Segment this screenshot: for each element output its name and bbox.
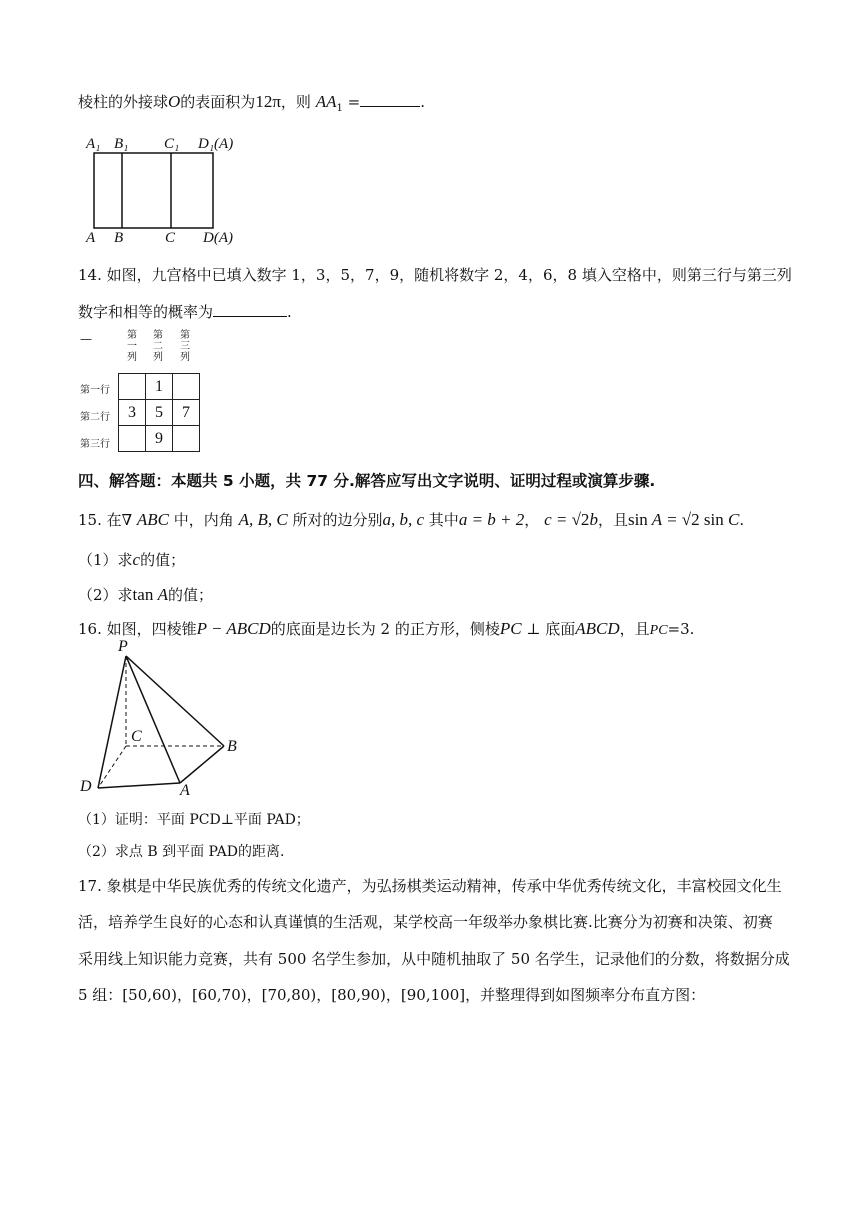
label-B: B — [227, 738, 237, 755]
q16-part2: （2）求点 B 到平面 PAD的距离. — [78, 844, 285, 860]
grid-cell — [119, 426, 146, 452]
q16-part1: （1）证明：平面 PCD⊥平面 PAD； — [78, 812, 310, 828]
label-C: C — [165, 230, 176, 246]
label-C1: C₁ — [164, 136, 180, 152]
grid-cell — [119, 374, 146, 400]
pyramid-figure — [76, 638, 256, 800]
q15-part1: （1）求c的值； — [78, 550, 186, 569]
q14-line1: 14. 如图，九宫格中已填入数字 1，3，5，7，9，随机将数字 2，4，6，8 填入空格中，则第三行与第三列 — [78, 266, 792, 284]
col-label-2: 第 二 列 — [153, 330, 163, 363]
col-label-1: 第 一 列 — [127, 330, 137, 363]
label-B: B — [114, 230, 124, 246]
grid-row — [119, 426, 200, 452]
q17-line4: 5 组：[50,60)，[60,70)，[70,80)，[80,90)，[90,100]，并整理得到如图频率分布直方图： — [78, 986, 706, 1004]
label-B1: B₁ — [114, 136, 129, 152]
prism-unfold-figure — [86, 136, 246, 248]
grid-cell: 3 — [119, 400, 146, 426]
row-label-1: 第一行 — [80, 385, 110, 396]
label-P: P — [118, 638, 128, 655]
sym-O: O — [168, 92, 181, 111]
q17-line2: 活，培养学生良好的心态和认真谨慎的生活观，某学校高一年级举办象棋比赛.比赛分为初赛和决策、初赛 — [78, 913, 773, 931]
label-DA: D(A) — [203, 230, 233, 246]
grid-cell — [173, 374, 200, 400]
q14-line2: 数字和相等的概率为 . — [78, 303, 292, 321]
grid-cell: 5 — [146, 400, 173, 426]
label-A: A — [180, 782, 190, 799]
q17-line3: 采用线上知识能力竞赛，共有 500 名学生参加，从中随机抽取了 50 名学生，记录他们的分数，将数据分成 — [78, 950, 790, 968]
label-D1A: D₁(A) — [198, 136, 234, 152]
answer-blank — [213, 302, 287, 317]
nine-grid — [118, 373, 200, 452]
row-label-3: 第三行 — [80, 439, 110, 450]
grid-cell: 7 — [173, 400, 200, 426]
grid-row — [119, 374, 200, 400]
q13-line: 棱柱的外接球O的表面积为12π，则 $AA_1$ = . — [78, 92, 425, 114]
dash-mark: — — [80, 332, 92, 346]
answer-blank — [360, 92, 420, 107]
grid-row — [119, 400, 200, 426]
grid-cell: 1 — [146, 374, 173, 400]
q17-line1: 17. 象棋是中华民族优秀的传统文化遗产，为弘扬棋类运动精神，传承中华优秀传统文化，丰富校园文化生 — [78, 877, 782, 895]
col-label-3: 第 三 列 — [180, 330, 190, 363]
grid-cell: 9 — [146, 426, 173, 452]
row-label-2: 第二行 — [80, 412, 110, 423]
section-heading: 四、解答题：本题共 5 小题，共 77 分.解答应写出文字说明、证明过程或演算步骤. — [78, 472, 656, 490]
grid-cell — [173, 426, 200, 452]
q15-part2: （2）求tan A的值； — [78, 585, 213, 604]
label-C: C — [131, 728, 142, 745]
label-A: A — [86, 230, 96, 246]
pyramid-svg — [76, 642, 256, 800]
label-D: D — [80, 778, 92, 795]
q15-stem: 15. 在∇ ABC 中，内角 A, B, C 所对的边分别a, b, c 其中a = b + 2， c = √2b，且sin A = √2 sin C. — [78, 510, 745, 529]
q16-stem: 16. 如图，四棱锥P − ABCD的底面是边长为 2 的正方形，侧棱PC ⊥ 底面ABCD，且PC=3. — [78, 619, 695, 638]
label-A1: A₁ — [86, 136, 101, 152]
